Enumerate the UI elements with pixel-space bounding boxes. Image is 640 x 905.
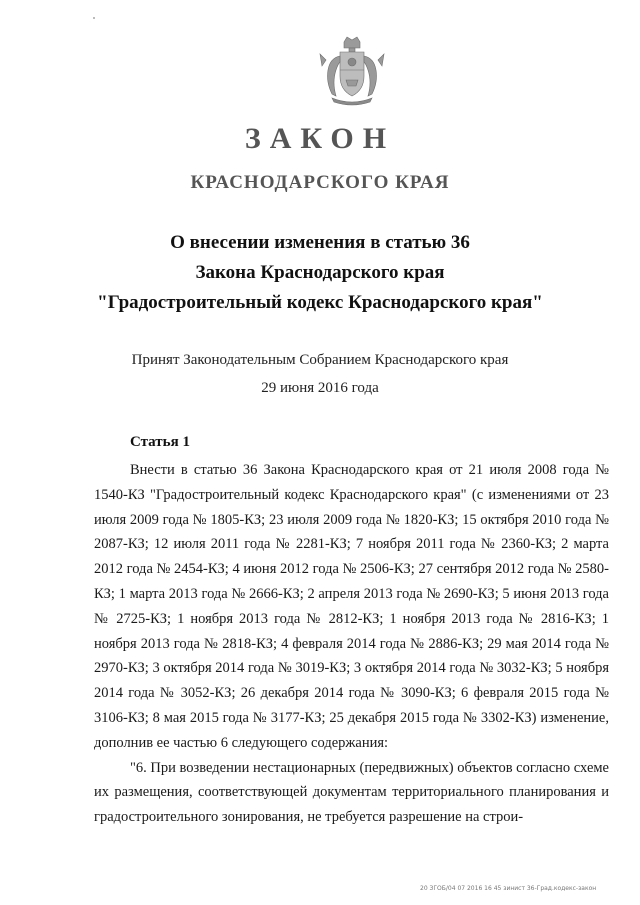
article-body	[94, 458, 609, 830]
law-heading-line-2: Закона Краснодарского края	[195, 262, 445, 283]
adoption-date: 29 июня 2016 года	[261, 380, 379, 396]
article-title: Статья 1	[130, 434, 190, 450]
coat-of-arms-emblem	[318, 36, 386, 108]
law-heading-line-3: "Градостроительный кодекс Краснодарского края"	[97, 292, 543, 313]
scan-footer-text: 20 ЗГОБ/04 07 2016 16 45 зинист 36-Град.кодекс-закон	[420, 885, 597, 892]
article-paragraph: Внести в статью 36 Закона Краснодарского края от 21 июля 2008 года № 1540-КЗ "Градостроительный кодекс Краснодарского края" (с изменениями от 23 июля 2009 года № 1805-КЗ; 23 июля 2009 года № 1820-КЗ; 15 октября 2010 года № 2087-КЗ; 12 июля 2011 года № 2281-КЗ; 7 ноября 2011 года № 2360-КЗ; 2 марта 2012 года № 2454-КЗ; 4 июня 2012 года № 2506-КЗ; 27 сентября 2012 года № 2580-КЗ; 1 марта 2013 года № 2666-КЗ; 2 апреля 2013 года № 2690-КЗ; 5 июня 2013 года № 2725-КЗ; 1 ноября 2013 года № 2812-КЗ; 1 ноября 2013 года № 2816-КЗ; 1 ноября 2013 года № 2818-КЗ; 4 февраля 2014 года № 2886-КЗ; 29 мая 2014 года № 2970-КЗ; 3 октября 2014 года № 3019-КЗ; 3 октября 2014 года № 3032-КЗ; 5 ноября 2014 года № 3052-КЗ; 26 декабря 2014 года № 3090-КЗ; 6 февраля 2015 года № 3106-КЗ; 8 мая 2015 года № 3177-КЗ; 25 декабря 2015 года № 3302-КЗ) изменение, дополнив ее частью 6 следующего содержания:	[94, 462, 609, 751]
scan-speck	[93, 17, 95, 19]
law-heading-line-1: О внесении изменения в статью 36	[170, 232, 470, 253]
law-title: ЗАКОН	[244, 122, 396, 155]
law-subtitle: КРАСНОДАРСКОГО КРАЯ	[190, 172, 450, 193]
adoption-statement: Принят Законодательным Собранием Краснодарского края	[131, 352, 509, 368]
quoted-paragraph: "6. При возведении нестационарных (передвижных) объектов согласно схеме их размещения, соответствующей документам территориального планирования и градостроительного зонирования, не требуется разрешение на строи-	[94, 759, 609, 826]
